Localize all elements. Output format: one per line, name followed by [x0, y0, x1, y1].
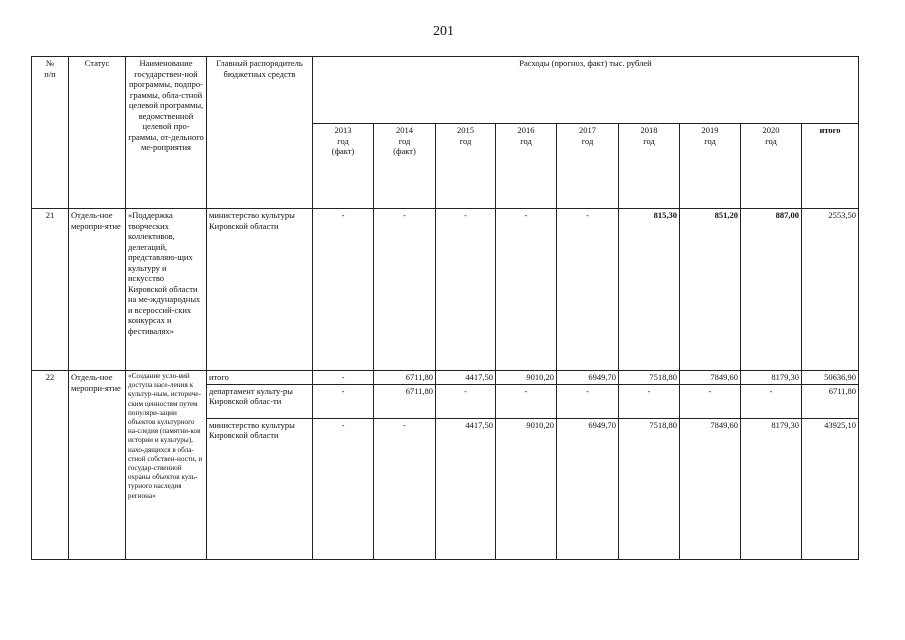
year-total: итого: [802, 124, 859, 209]
year-2014: 2014 год (факт): [374, 124, 436, 209]
row22-sub0-v2019: 7849,60: [680, 371, 741, 385]
row22-sub2-v2015: 4417,50: [436, 418, 496, 559]
year-2017: 2017 год: [557, 124, 619, 209]
row22-num: 22: [32, 371, 69, 560]
row22-status: Отдель-ное меропри-ятие: [69, 371, 126, 560]
row22-sub1-total: 6711,80: [802, 384, 859, 418]
header-distributor: Главный распорядитель бюджетных средств: [207, 57, 313, 209]
row22-sub1-v2014: 6711,80: [374, 384, 436, 418]
row22-name: «Создание усло-вий доступа насе-ления к культур-ным, историче-ским ценностям путем популяри-зации объектов культурного на-следия (памятни-ков истории и культуры), нахо-дящихся в обла-стной собствен-ности, и государ-ственной охраны объектов куль-турного наследия региона»: [126, 371, 207, 560]
row21-name: «Поддержка творческих коллективов, делегаций, представляю-щих культуру и искусство Кировской области на ме-ждународных и всероссий-ских конкурсах и фестивалях»: [126, 209, 207, 371]
row21-v2014: -: [374, 209, 436, 371]
row22-sub0-v2017: 6949,70: [557, 371, 619, 385]
year-2018: 2018 год: [619, 124, 680, 209]
expenses-table: [31, 56, 859, 560]
row22-sub1-v2020: -: [741, 384, 802, 418]
row22-sub0-v2020: 8179,30: [741, 371, 802, 385]
row22-sub1-v2019: -: [680, 384, 741, 418]
row22-sub2-v2018: 7518,80: [619, 418, 680, 559]
row21-v2017: -: [557, 209, 619, 371]
row22-sub2-total: 43925,10: [802, 418, 859, 559]
year-2020: 2020 год: [741, 124, 802, 209]
row22-sub0-v2018: 7518,80: [619, 371, 680, 385]
table-row: [32, 371, 859, 385]
row22-sub0-v2013: -: [313, 371, 374, 385]
row22-sub2-v2013: -: [313, 418, 374, 559]
year-2016: 2016 год: [496, 124, 557, 209]
row22-sub0-v2015: 4417,50: [436, 371, 496, 385]
row22-sub0-total: 50636,90: [802, 371, 859, 385]
row22-sub0-distributor: итого: [207, 371, 313, 385]
row22-sub2-v2016: 9010,20: [496, 418, 557, 559]
table-row: [32, 209, 859, 371]
row22-sub1-v2018: -: [619, 384, 680, 418]
row22-sub2-distributor: министерство культуры Кировской области: [207, 418, 313, 559]
row22-sub1-v2013: -: [313, 384, 374, 418]
row21-v2020: 887,00: [741, 209, 802, 371]
header-name: Наименование государствен-ной программы, подпро-граммы, обла-стной целевой программы, ведомственной целевой про-граммы, от-дельного ме-роприятия: [126, 57, 207, 209]
page-number: 201: [433, 24, 454, 39]
row21-v2019: 851,20: [680, 209, 741, 371]
row22-sub2-v2019: 7849,60: [680, 418, 741, 559]
header-expenses: Расходы (прогноз, факт) тыс. рублей: [313, 57, 859, 124]
row21-v2018: 815,30: [619, 209, 680, 371]
row22-sub0-v2014: 6711,80: [374, 371, 436, 385]
row22-sub1-v2015: -: [436, 384, 496, 418]
row21-num: 21: [32, 209, 69, 371]
header-status: Статус: [69, 57, 126, 209]
row21-status: Отдель-ное меропри-ятие: [69, 209, 126, 371]
row21-v2015: -: [436, 209, 496, 371]
row21-total: 2553,50: [802, 209, 859, 371]
row22-sub2-v2014: -: [374, 418, 436, 559]
row22-sub2-v2017: 6949,70: [557, 418, 619, 559]
row22-sub1-v2016: -: [496, 384, 557, 418]
row21-v2013: -: [313, 209, 374, 371]
year-2019: 2019 год: [680, 124, 741, 209]
row21-distributor: министерство культуры Кировской области: [207, 209, 313, 371]
year-2013: 2013 год (факт): [313, 124, 374, 209]
row22-sub1-v2017: -: [557, 384, 619, 418]
row22-sub2-v2020: 8179,30: [741, 418, 802, 559]
row22-sub0-v2016: 9010,20: [496, 371, 557, 385]
year-2015: 2015 год: [436, 124, 496, 209]
row22-sub1-distributor: департамент культу-ры Кировской облас-ти: [207, 384, 313, 418]
row21-v2016: -: [496, 209, 557, 371]
header-num: № п/п: [32, 57, 69, 209]
